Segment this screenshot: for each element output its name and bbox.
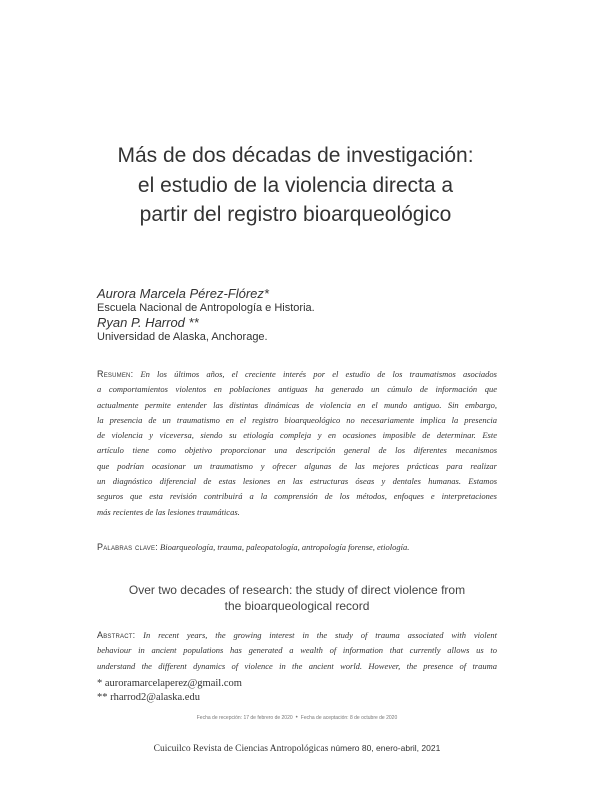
journal-issue: número 80, enero-abril, 2021 xyxy=(328,743,441,753)
resumen-section xyxy=(97,367,497,520)
journal-name: Cuicuilco Revista de Ciencias Antropológicas xyxy=(153,744,329,754)
keywords-label: Palabras clave: xyxy=(97,542,158,552)
title-line: partir del registro bioarqueológico xyxy=(139,203,452,226)
abstract-line-text: In recent years, the growing interest in the study of trauma associated with violent xyxy=(135,630,497,640)
abstract-line xyxy=(97,628,497,643)
english-title xyxy=(97,582,497,614)
resumen-line: más recientes de las lesiones traumáticas. xyxy=(97,506,240,517)
resumen-line xyxy=(97,367,497,382)
article-title xyxy=(60,141,531,230)
resumen-line: artículo tiene como objetivo proporcionar una descripción general de los diferentes mecanismos xyxy=(97,445,497,456)
author-block xyxy=(97,286,315,344)
abstract-label: Abstract: xyxy=(97,630,136,640)
resumen-line: a comportamientos violentos en poblaciones antiguas ha generado un cúmulo de información que xyxy=(97,384,497,395)
resumen-line: actualmente permite entender las distintas dinámicas de violencia en el mundo antiguo. Sin embargo, xyxy=(97,399,497,410)
received-date: Fecha de recepción: 17 de febrero de 2020 xyxy=(196,715,293,721)
resumen-line: seguros que esta revisión contribuirá a la comprensión de los métodos, enfoques e interpretaciones xyxy=(97,491,497,502)
journal-footer xyxy=(97,743,497,754)
footnote-email: ** rharrod2@alaska.edu xyxy=(97,692,200,703)
author-name: Aurora Marcela Pérez-Flórez* xyxy=(97,286,269,301)
resumen-line: un diagnóstico diferencial de estas lesiones en las estructuras óseas y dentales humanas. Estamos xyxy=(97,476,497,487)
accepted-date: Fecha de aceptación: 8 de octubre de 2020 xyxy=(300,715,398,721)
footnote-email: * auroramarcelaperez@gmail.com xyxy=(97,678,242,689)
keywords-section xyxy=(97,541,497,554)
resumen-line-text: En los últimos años, el creciente interés por el estudio de los traumatismos asociados xyxy=(133,369,497,379)
resumen-line: que podrían ocasionar un traumatismo y ofrecer algunas de las mejores prácticas para realizar xyxy=(97,460,497,471)
author-name: Ryan P. Harrod ** xyxy=(97,315,199,330)
title-line: Más de dos décadas de investigación: xyxy=(117,144,474,167)
footnotes xyxy=(97,677,242,705)
abstract-line: understand the different dynamics of violence in the ancient world. However, the presence of trauma xyxy=(97,660,497,671)
submission-dates xyxy=(97,715,497,721)
date-separator: • xyxy=(295,715,298,721)
resumen-line: la presencia de un traumatismo en el registro bioarqueológico no necesariamente implica la presencia xyxy=(97,414,497,425)
author-affiliation: Universidad de Alaska, Anchorage. xyxy=(97,331,268,343)
abstract-section xyxy=(97,628,497,674)
keywords-text: Bioarqueología, trauma, paleopatología, antropología forense, etiología. xyxy=(157,542,410,552)
author-affiliation: Escuela Nacional de Antropología e Historia. xyxy=(97,302,315,314)
resumen-label: Resumen: xyxy=(97,369,134,379)
resumen-line: de violencia y viceversa, siendo su etiología compleja y en ocasiones imposible de determinar. Este xyxy=(97,430,497,441)
abstract-line: behaviour in ancient populations has generated a wealth of information that currently allows us to xyxy=(97,645,497,656)
title-line: el estudio de la violencia directa a xyxy=(137,173,454,197)
english-title-line: Over two decades of research: the study of direct violence from xyxy=(128,583,466,597)
english-title-line: the bioarqueological record xyxy=(224,599,370,613)
